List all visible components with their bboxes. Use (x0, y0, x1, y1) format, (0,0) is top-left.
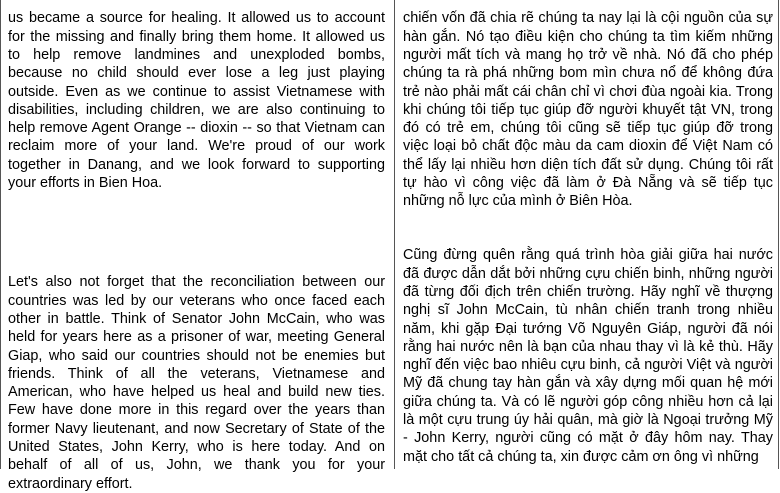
left-border (0, 0, 1, 469)
vietnamese-column (403, 0, 773, 469)
english-paragraph-1: us became a source for healing. It allowed us to account for the missing and finally bring them home. It allowed us to help remove landmines and unexploded bombs, because no child should ever lose a leg just playing outside. Even as we continue to assist Vietnamese with disabilities, including children, we are also continuing to help remove Agent Orange -- dioxin -- so that Vietnam can reclaim more of your land. We're proud of our work together in Danang, and we look forward to supporting your efforts in Bien Hoa. (8, 10, 385, 192)
column-divider (394, 0, 395, 469)
english-column (8, 0, 385, 492)
vietnamese-paragraph-1: chiến vốn đã chia rẽ chúng ta nay lại là cội nguồn của sự hàn gắn. Nó tạo điều kiện cho chúng ta tìm kiếm những người mất tích và mang họ trở về nhà. Nó đã cho phép chúng ta rà phá những bom mìn chưa nổ để không đứa trẻ nào phải mất cái chân chỉ vì chơi đùa ngoài kia. Trong khi chúng tôi tiếp tục giúp đỡ người khuyết tật VN, trong đó có trẻ em, chúng tôi cũng sẽ tiếp tục giúp đỡ trong việc loại bỏ chất độc màu da cam dioxin để Việt Nam có thể lấy lại nhiều hơn diện tích đất sử dụng. Chúng tôi rất tự hào vì công việc đã làm ở Đà Nẵng và sẽ tiếp tục những nỗ lực của mình ở Biên Hòa. (403, 10, 773, 210)
vietnamese-paragraph-2: Cũng đừng quên rằng quá trình hòa giải giữa hai nước đã được dẫn dắt bởi những cựu chiến binh, những người đã từng đối địch trên chiến trường. Hãy nghĩ về thượng nghị sĩ John McCain, tù nhân chiến tranh trong nhiều năm, khi gặp Đại tướng Võ Nguyên Giáp, người đã nói rằng hai nước nên là bạn của nhau thay vì là kẻ thù. Hãy nghĩ đến việc bao nhiêu cựu binh, cả người Việt và người Mỹ đã chung tay hàn gắn và xây dựng mối quan hệ mới giữa chúng ta. Và có lẽ người góp công nhiều hơn cả lại là một cựu trung úy hải quân, mà giờ là Ngoại trưởng Mỹ - John Kerry, người cũng có mặt ở đây hôm nay. Thay mặt cho tất cả chúng ta, xin được cảm ơn ông vì những (403, 247, 773, 465)
right-border (778, 0, 779, 469)
english-paragraph-2: Let's also not forget that the reconciliation between our countries was led by our veterans who once faced each other in battle. Think of Senator John McCain, who was held for years here as a prisoner of war, meeting General Giap, who said our countries should not be enemies but friends. Think of all the veterans, Vietnamese and American, who have helped us heal and build new ties. Few have done more in this regard over the years than former Navy lieutenant, and now Secretary of State of the United States, John Kerry, who is here today. And on behalf of all of us, John, we thank you for your extraordinary effort. (8, 274, 385, 492)
